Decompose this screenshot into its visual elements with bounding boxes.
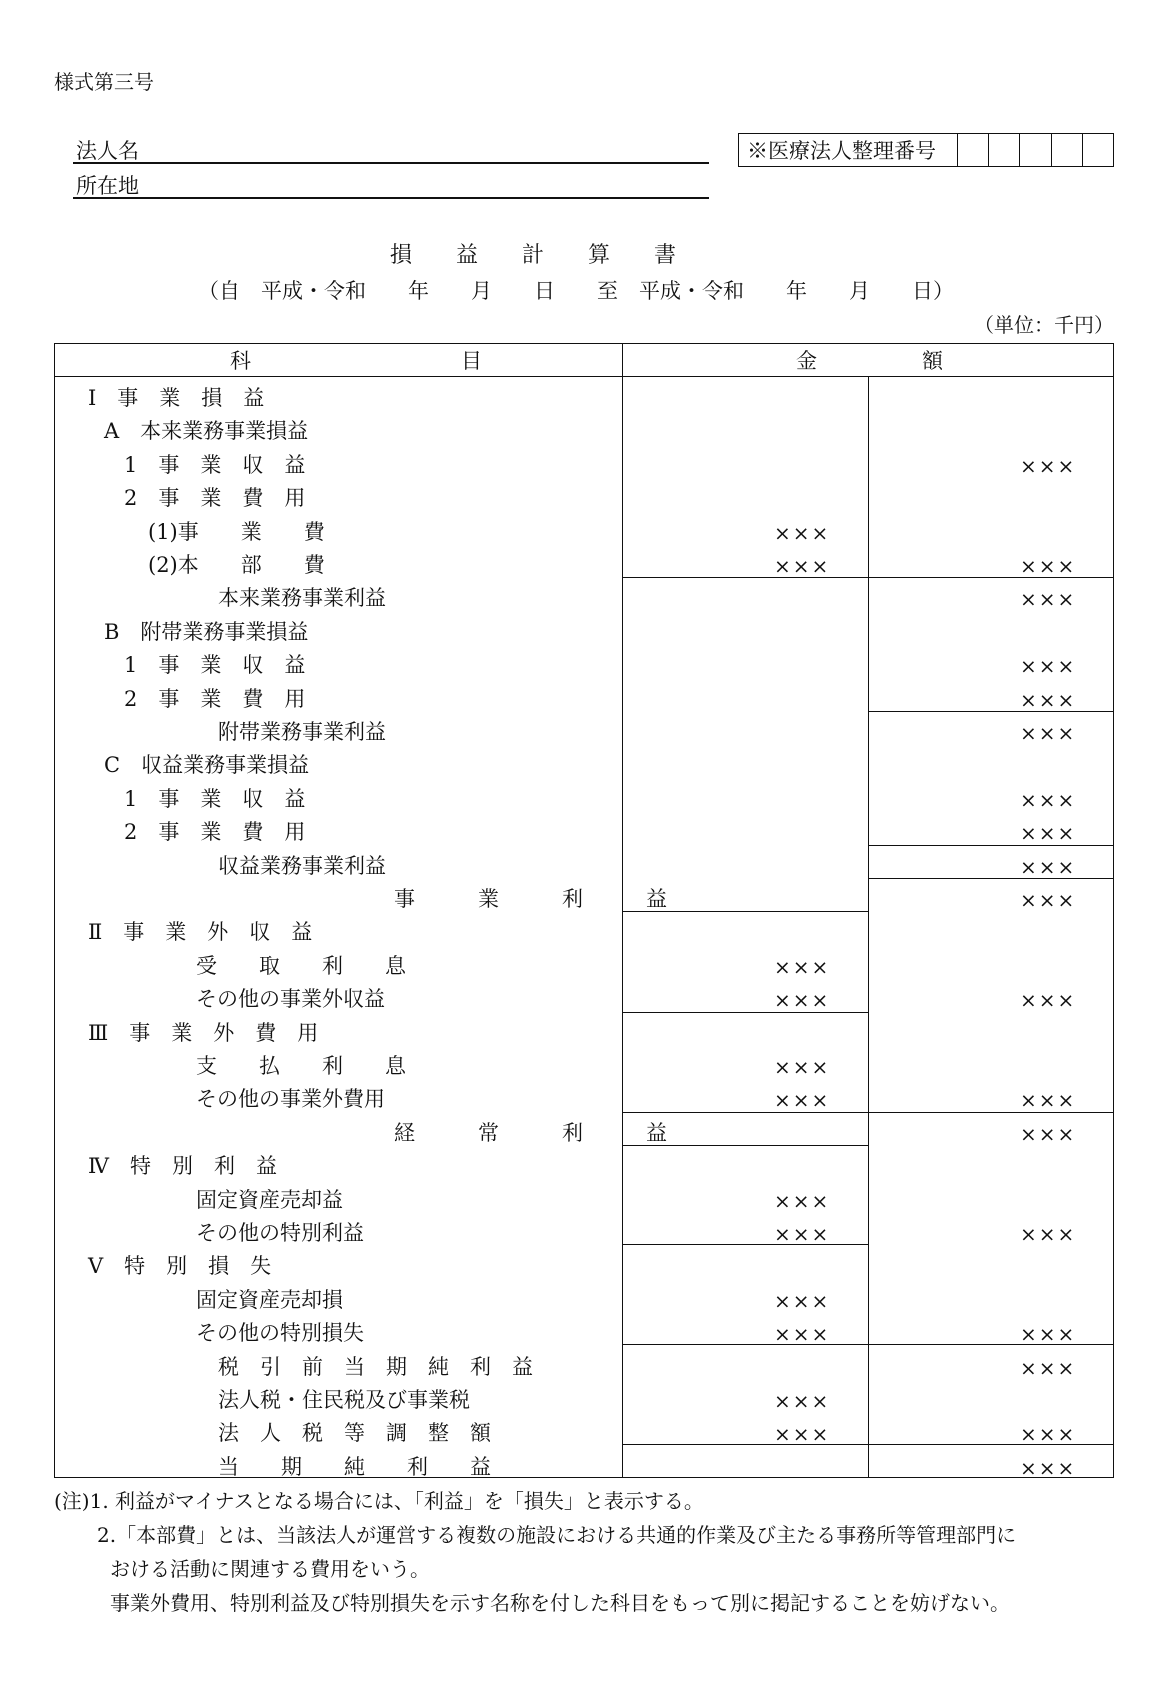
form-number: 様式第三号 (54, 70, 154, 94)
inner-amount: ××× (774, 1222, 831, 1246)
section-line (868, 711, 1114, 712)
row-label: (2)本 部 費 (148, 553, 325, 577)
registration-cell[interactable] (1020, 134, 1051, 166)
column-header-subject: 科 目 (230, 349, 482, 373)
registration-cell[interactable] (1083, 134, 1113, 166)
outer-amount: ××× (1020, 1456, 1077, 1480)
row-label: 事 業 利 益 (394, 887, 667, 911)
registration-number-box (738, 133, 1114, 167)
row-label: 2 事 業 費 用 (124, 820, 306, 844)
note-2-cont: おける活動に関連する費用をいう。 (110, 1557, 430, 1581)
row-label: 1 事 業 収 益 (124, 653, 306, 677)
outer-amount: ××× (1020, 788, 1077, 812)
inner-amount: ××× (774, 1055, 831, 1079)
row-label: C 収益業務事業損益 (104, 753, 310, 777)
row-label: 収益業務事業利益 (218, 854, 386, 878)
outer-amount: ××× (1020, 988, 1077, 1012)
accounting-period: （自 平成・令和 年 月 日 至 平成・令和 年 月 日） (198, 279, 954, 303)
corp-name-underline (73, 162, 709, 164)
address-label: 所在地 (76, 174, 139, 198)
row-label: B 附帯業務事業損益 (104, 620, 309, 644)
row-label: Ⅲ 事 業 外 費 用 (88, 1021, 319, 1045)
row-label: Ⅴ 特 別 損 失 (88, 1254, 272, 1278)
outer-amount: ××× (1020, 721, 1077, 745)
section-line (622, 1145, 868, 1146)
registration-cell[interactable] (1052, 134, 1083, 166)
note-2: 2.「本部費」とは、当該法人が運営する複数の施設における共通的作業及び主たる事務所等管理部門に (97, 1523, 1017, 1547)
section-line (622, 911, 868, 912)
row-label: 固定資産売却益 (196, 1188, 343, 1212)
row-label: Ⅰ 事 業 損 益 (88, 386, 265, 410)
row-label: 当 期 純 利 益 (218, 1455, 491, 1479)
row-label: その他の特別損失 (196, 1321, 364, 1345)
row-label: 1 事 業 収 益 (124, 453, 306, 477)
registration-cell[interactable] (958, 134, 989, 166)
outer-amount: ××× (1020, 1222, 1077, 1246)
row-label: (1)事 業 費 (148, 520, 325, 544)
section-line (622, 577, 868, 578)
section-line (868, 577, 1114, 578)
note-1: (注)1. 利益がマイナスとなる場合には、「利益」を「損失」と表示する。 (54, 1489, 704, 1513)
inner-amount: ××× (774, 988, 831, 1012)
document-title: 損益計算書 (390, 243, 721, 268)
section-line (622, 1477, 868, 1478)
row-label: 本来業務事業利益 (218, 586, 386, 610)
row-label: Ⅱ 事 業 外 収 益 (88, 920, 313, 944)
section-line (868, 845, 1114, 846)
outer-amount: ××× (1020, 587, 1077, 611)
row-label: 1 事 業 収 益 (124, 787, 306, 811)
outer-amount: ××× (1020, 1322, 1077, 1346)
inner-amount: ××× (774, 1088, 831, 1112)
inner-amount: ××× (774, 554, 831, 578)
registration-label: ※医療法人整理番号 (739, 134, 958, 166)
row-label: その他の事業外費用 (196, 1087, 385, 1111)
outer-amount: ××× (1020, 1422, 1077, 1446)
inner-amount: ××× (774, 1189, 831, 1213)
section-line (868, 1112, 1114, 1113)
header-divider (54, 376, 1114, 377)
unit-label: （単位：千円） (974, 313, 1114, 337)
section-line (868, 878, 1114, 879)
outer-amount: ××× (1020, 1122, 1077, 1146)
row-label: 附帯業務事業利益 (218, 720, 386, 744)
inner-amount: ××× (774, 955, 831, 979)
row-label: 支 払 利 息 (196, 1054, 406, 1078)
outer-amount: ××× (1020, 454, 1077, 478)
outer-amount: ××× (1020, 1356, 1077, 1380)
section-line (622, 1012, 868, 1013)
inner-amount: ××× (774, 521, 831, 545)
row-label: 法 人 税 等 調 整 額 (218, 1421, 491, 1445)
outer-amount: ××× (1020, 688, 1077, 712)
registration-cell[interactable] (989, 134, 1020, 166)
outer-amount: ××× (1020, 554, 1077, 578)
row-label: 経 常 利 益 (394, 1121, 667, 1145)
inner-amount: ××× (774, 1389, 831, 1413)
row-label: A 本来業務事業損益 (104, 419, 309, 443)
outer-amount: ××× (1020, 821, 1077, 845)
row-label: その他の特別利益 (196, 1221, 364, 1245)
row-label: その他の事業外収益 (196, 987, 385, 1011)
note-3: 事業外費用、特別利益及び特別損失を示す名称を付した科目をもって別に掲記することを妨げない。 (110, 1591, 1010, 1615)
row-label: 税 引 前 当 期 純 利 益 (218, 1355, 533, 1379)
inner-amount: ××× (774, 1322, 831, 1346)
income-statement-table (54, 343, 1114, 1478)
address-underline (73, 197, 709, 199)
inner-amount: ××× (774, 1289, 831, 1313)
row-label: Ⅳ 特 別 利 益 (88, 1154, 277, 1178)
row-label: 2 事 業 費 用 (124, 687, 306, 711)
row-label: 受 取 利 息 (196, 954, 406, 978)
inner-outer-divider (868, 376, 869, 1478)
column-header-amount: 金 額 (796, 349, 943, 373)
section-line (622, 1244, 868, 1245)
corp-name-label: 法人名 (76, 139, 139, 163)
row-label: 2 事 業 費 用 (124, 486, 306, 510)
outer-amount: ××× (1020, 654, 1077, 678)
outer-amount: ××× (1020, 888, 1077, 912)
row-label: 法人税・住民税及び事業税 (218, 1388, 470, 1412)
inner-amount: ××× (774, 1422, 831, 1446)
outer-amount: ××× (1020, 855, 1077, 879)
section-line (622, 1112, 868, 1113)
row-label: 固定資産売却損 (196, 1288, 343, 1312)
outer-amount: ××× (1020, 1088, 1077, 1112)
